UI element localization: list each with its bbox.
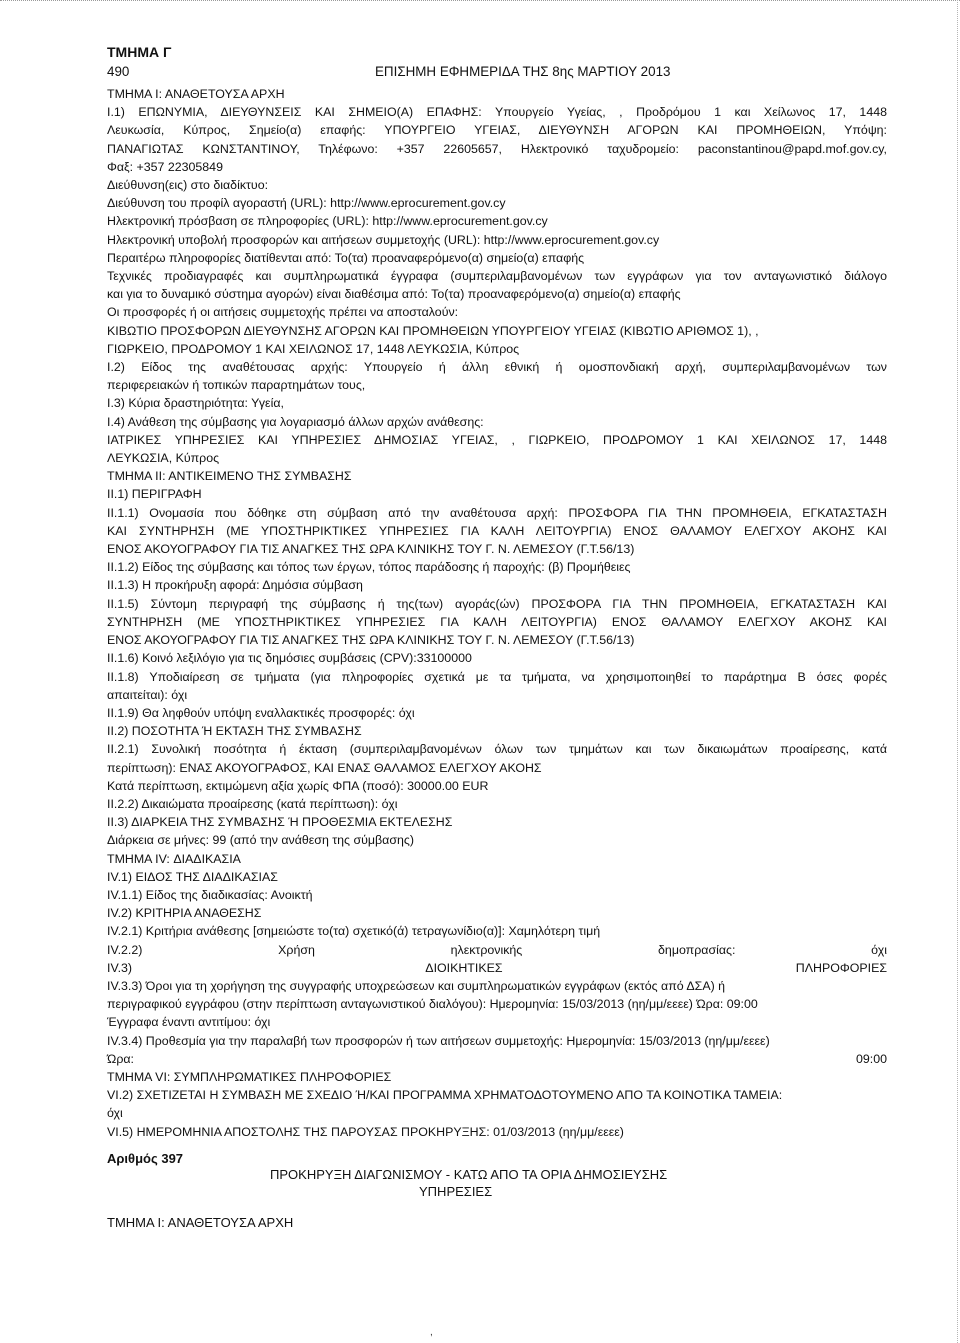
- text-line: VI.2) ΣΧΕΤΙΖΕΤΑΙ Η ΣΥΜΒΑΣΗ ΜΕ ΣΧΕΔΙΟ Ή/ΚΑΙ ΠΡΟΓΡΑΜΜΑ ΧΡΗΜΑΤΟΔΟΤΟΥΜΕΝΟ ΑΠΟ ΤΑ ΚΟΙΝΟΤΙΚΑ ΤΑΜΕΙΑ:: [107, 1088, 783, 1103]
- text-line: ΙΙ.1.2) Είδος της σύμβασης και τόπος των έργων, τόπος παράδοσης ή παροχής: (β) Προμήθειες: [107, 560, 631, 575]
- scan-border-right: [956, 0, 958, 1343]
- text-line: ΙΙ.1.1) Ονομασία που δόθηκε στη σύμβαση από την αναθέτουσα αρχή: ΠΡΟΣΦΟΡΑ ΓΙΑ ΤΗΝ ΠΡΟΜΗΘΕΙΑ, ΕΓΚΑΤΑΣΤΑΣΗ: [107, 505, 887, 520]
- text-line: Διεύθυνση(εις) στο διαδίκτυο:: [107, 178, 269, 193]
- text-line: Λευκωσία, Κύπρος, Σημείο(α) επαφής: ΥΠΟΥΡΓΕΙΟ ΥΓΕΙΑΣ, ΔΙΕΥΘΥΝΣΗ ΑΓΟΡΩΝ ΚΑΙ ΠΡΟΜΗΘΕΙΩΝ, Υπόψη:: [107, 123, 887, 138]
- text-line: IV.2) ΚΡΙΤΗΡΙΑ ΑΝΑΘΕΣΗΣ: [107, 906, 262, 921]
- text-line: Περαιτέρω πληροφορίες διατίθενται από: Το(τα) προαναφερόμενο(α) σημείο(α) επαφής: [107, 250, 585, 265]
- text-line: όχι: [107, 1106, 123, 1121]
- text-line: ΕΝΟΣ ΑΚΟΥΟΓΡΑΦΟΥ ΓΙΑ ΤΙΣ ΑΝΑΓΚΕΣ ΤΗΣ ΩΡΑ ΚΛΙΝΙΚΗΣ ΤΟΥ Γ. Ν. ΛΕΜΕΣΟΥ (Γ.Τ.56/13): [107, 633, 635, 648]
- decision-number: Αριθμός 397: [107, 1150, 184, 1166]
- text-line: ΤΜΗΜΑ ΙΙ: ΑΝΤΙΚΕΙΜΕΝΟ ΤΗΣ ΣΥΜΒΑΣΗΣ: [107, 469, 352, 484]
- text-line: IV.3.3) Όροι για τη χορήγηση της συγγραφής υποχρεώσεων και συμπληρωματικών εγγράφων (εκτός από ΔΣΑ) ή: [107, 978, 726, 993]
- text-line: ΛΕΥΚΩΣΙΑ, Κύπρος: [107, 451, 220, 466]
- notice-title-line2: ΥΠΗΡΕΣΙΕΣ: [419, 1183, 493, 1199]
- text-line: IV.2.1) Κριτήρια ανάθεσης [σημειώστε το(τα) σχετικό(ά) τετραγωνίδιο(α)]: Χαμηλότερη τιμή: [107, 924, 601, 939]
- text-line: Οι προσφορές ή οι αιτήσεις συμμετοχής πρέπει να αποσταλούν:: [107, 305, 459, 320]
- page-content: [107, 43, 887, 1231]
- text-line: VI.5) ΗΜΕΡΟΜΗΝΙΑ ΑΠΟΣΤΟΛΗΣ ΤΗΣ ΠΑΡΟΥΣΑΣ ΠΡΟΚΗΡΥΞΗΣ: 01/03/2013 (ηη/μμ/εεεε): [107, 1124, 624, 1139]
- text-line: ΤΜΗΜΑ IV: ΔΙΑΔΙΚΑΣΙΑ: [107, 851, 241, 866]
- text-line: IV.1.1) Είδος της διαδικασίας: Ανοικτή: [107, 887, 313, 902]
- text-line: ΙΙ.1.6) Κοινό λεξιλόγιο για τις δημόσιες συμβάσεις (CPV):33100000: [107, 651, 472, 666]
- text-line: ΤΜΗΜΑ VI: ΣΥΜΠΛΗΡΩΜΑΤΙΚΕΣ ΠΛΗΡΟΦΟΡΙΕΣ: [107, 1069, 392, 1084]
- next-notice: [107, 1151, 887, 1231]
- text-line: ΙΙ.1.3) Η προκήρυξη αφορά: Δημόσια σύμβαση: [107, 578, 363, 593]
- text-line: ΓΙΩΡΚΕΙΟ, ΠΡΟΔΡΟΜΟΥ 1 ΚΑΙ ΧΕΙΛΩΝΟΣ 17, 1448 ΛΕΥΚΩΣΙΑ, Κύπρος: [107, 341, 520, 356]
- text-line: ΣΥΝΤΗΡΗΣΗ (ΜΕ ΥΠΟΣΤΗΡΙΚΤΙΚΕΣ ΥΠΗΡΕΣΙΕΣ ΓΙΑ ΚΑΛΗ ΛΕΙΤΟΥΡΓΙΑ) ΕΝΟΣ ΘΑΛΑΜΟΥ ΕΛΕΓΧΟΥ ΑΚΟΗΣ ΚΑΙ: [107, 614, 887, 629]
- text-line: Ηλεκτρονική πρόσβαση σε πληροφορίες (URL): http://www.eprocurement.gov.cy: [107, 214, 548, 229]
- text-line: ΙΙ.2.2) Δικαιώματα προαίρεσης (κατά περίπτωση): όχι: [107, 796, 398, 811]
- text-line: Ώρα: 09:00: [107, 1051, 887, 1066]
- text-line: Ι.3) Κύρια δραστηριότητα: Υγεία,: [107, 396, 284, 411]
- text-line: Διάρκεια σε μήνες: 99 (από την ανάθεση της σύμβασης): [107, 833, 414, 848]
- text-line: Ηλεκτρονική υποβολή προσφορών και αιτήσεων συμμετοχής (URL): http://www.eprocurement.gov.cy: [107, 232, 660, 247]
- text-line: ΠΑΝΑΓΙΩΤΑΣ ΚΩΝΣΤΑΝΤΙΝΟΥ, Τηλέφωνο: +357 22605657, Ηλεκτρονικό ταχυδρομείο: paconstantinou@papd.mof.gov.cy,: [107, 141, 887, 156]
- text-line: ΙΑΤΡΙΚΕΣ ΥΠΗΡΕΣΙΕΣ ΚΑΙ ΥΠΗΡΕΣΙΕΣ ΔΗΜΟΣΙΑΣ ΥΓΕΙΑΣ, , ΓΙΩΡΚΕΙΟ, ΠΡΟΔΡΟΜΟΥ 1 ΚΑΙ ΧΕΙΛΩΝΟΣ 17, 1448: [107, 432, 887, 447]
- text-line: Ι.4) Ανάθεση της σύμβασης για λογαριασμό άλλων αρχών ανάθεσης:: [107, 414, 484, 429]
- text-line: IV.3.4) Προθεσμία για την παραλαβή των προσφορών ή των αιτήσεων συμμετοχής: Ημερομηνία: 15/03/2013 (ηη/μμ/εεεε): [107, 1033, 770, 1048]
- notice-title-line1: ΠΡΟΚΗΡΥΞΗ ΔΙΑΓΩΝΙΣΜΟΥ - ΚΑΤΩ ΑΠΟ ΤΑ ΟΡΙΑ ΔΗΜΟΣΙΕΥΣΗΣ: [270, 1166, 668, 1182]
- text-line: Ι.1) ΕΠΩΝΥΜΙΑ, ΔΙΕΥΘΥΝΣΕΙΣ ΚΑΙ ΣΗΜΕΙΟ(Α) ΕΠΑΦΗΣ: Υπουργείο Υγείας, , Προδρόμου 1 και Χείλωνος 17, 1448: [107, 105, 887, 120]
- scan-border-top: [0, 0, 960, 7]
- journal-header: ΕΠΙΣΗΜΗ ΕΦΗΜΕΡΙΔΑ ΤΗΣ 8ης ΜΑΡΤΙΟΥ 2013: [375, 64, 671, 79]
- text-line: Κατά περίπτωση, εκτιμώμενη αξία χωρίς ΦΠΑ (ποσό): 30000.00 EUR: [107, 778, 489, 793]
- text-line: Έγγραφα έναντι αντιτίμου: όχι: [107, 1015, 271, 1030]
- text-line: Φαξ: +357 22305849: [107, 159, 223, 174]
- text-line: απαιτείται): όχι: [107, 687, 188, 702]
- text-line: ΕΝΟΣ ΑΚΟΥΟΓΡΑΦΟΥ ΓΙΑ ΤΙΣ ΑΝΑΓΚΕΣ ΤΗΣ ΩΡΑ ΚΛΙΝΙΚΗΣ ΤΟΥ Γ. Ν. ΛΕΜΕΣΟΥ (Γ.Τ.56/13): [107, 542, 635, 557]
- text-line: Διεύθυνση του προφίλ αγοραστή (URL): http://www.eprocurement.gov.cy: [107, 196, 506, 211]
- text-line: ΤΜΗΜΑ Ι: ΑΝΑΘΕΤΟΥΣΑ ΑΡΧΗ: [107, 87, 285, 101]
- section-heading: ΤΜΗΜΑ Γ: [107, 44, 172, 60]
- text-line: ΙΙ.2.1) Συνολική ποσότητα ή έκταση (συμπεριλαμβανομένων όλων των τμημάτων και των δικαιωμάτων προαίρεσης, κατά: [107, 742, 887, 757]
- text-line: περιφερειακών ή τοπικών παραρτημάτων τους,: [107, 378, 366, 393]
- text-line: ΚΑΙ ΣΥΝΤΗΡΗΣΗ (ΜΕ ΥΠΟΣΤΗΡΙΚΤΙΚΕΣ ΥΠΗΡΕΣΙΕΣ ΓΙΑ ΚΑΛΗ ΛΕΙΤΟΥΡΓΙΑ) ΕΝΟΣ ΘΑΛΑΜΟΥ ΕΛΕΓΧΟΥ ΑΚΟΗΣ ΚΑΙ: [107, 523, 887, 538]
- text-line: IV.1) ΕΙΔΟΣ ΤΗΣ ΔΙΑΔΙΚΑΣΙΑΣ: [107, 869, 278, 884]
- notice-body: [107, 85, 887, 1141]
- text-line: ΚΙΒΩΤΙΟ ΠΡΟΣΦΟΡΩΝ ΔΙΕΥΘΥΝΣΗΣ ΑΓΟΡΩΝ ΚΑΙ ΠΡΟΜΗΘΕΙΩΝ ΥΠΟΥΡΓΕΙΟΥ ΥΓΕΙΑΣ (ΚΙΒΩΤΙΟ ΑΡΙΘΜΟΣ 1), ,: [107, 323, 759, 338]
- running-header: [107, 62, 887, 81]
- text-line: περίπτωση): ΕΝΑΣ ΑΚΟΥΟΓΡΑΦΟΣ, ΚΑΙ ΕΝΑΣ ΘΑΛΑΜΟΣ ΕΛΕΓΧΟΥ ΑΚΟΗΣ: [107, 760, 542, 775]
- text-line: και για το δυναμικό σύστημα αγορών) είναι διαθέσιμα από: Το(τα) προαναφερόμενο(α) σημείο(α) επαφής: [107, 287, 681, 302]
- text-line: ΙΙ.1) ΠΕΡΙΓΡΑΦΗ: [107, 487, 202, 502]
- text-line: ΙΙ.1.9) Θα ληφθούν υπόψη εναλλακτικές προσφορές: όχι: [107, 705, 415, 720]
- text-line: Τεχνικές προδιαγραφές και συμπληρωματικά έγγραφα (συμπεριλαμβανομένων των εγγράφων για τον ανταγωνιστικό διάλογο: [107, 269, 887, 284]
- page-number: 490: [107, 64, 130, 79]
- text-line: ΙΙ.2) ΠΟΣΟΤΗΤΑ Ή ΕΚΤΑΣΗ ΤΗΣ ΣΥΜΒΑΣΗΣ: [107, 724, 362, 739]
- text-line: Ι.2) Είδος της αναθέτουσας αρχής: Υπουργείο ή άλλη εθνική ή ομοσπονδιακή αρχή, συμπεριλαμβανομένων των: [107, 360, 887, 375]
- text-line: IV.2.2) Χρήση ηλεκτρονικής δημοπρασίας: όχι: [107, 942, 887, 957]
- text-line: ΙΙ.1.8) Υποδιαίρεση σε τμήματα (για πληροφορίες σχετικά με τα τμήματα, να χρησιμοποιηθεί το παράρτημα Β όσες φορές: [107, 669, 887, 684]
- section-heading-next: ΤΜΗΜΑ Ι: ΑΝΑΘΕΤΟΥΣΑ ΑΡΧΗ: [107, 1214, 294, 1230]
- text-line: ΙΙ.3) ΔΙΑΡΚΕΙΑ ΤΗΣ ΣΥΜΒΑΣΗΣ Ή ΠΡΟΘΕΣΜΙΑ ΕΚΤΕΛΕΣΗΣ: [107, 815, 453, 830]
- text-line: περιγραφικού εγγράφου (στην περίπτωση ανταγωνιστικού διαλόγου): Ημερομηνία: 15/03/2013 (ηη/μμ/εεεε) Ώρα: 09:00: [107, 997, 758, 1012]
- text-line: ΙΙ.1.5) Σύντομη περιγραφή της σύμβασης ή της(των) αγοράς(ών) ΠΡΟΣΦΟΡΑ ΓΙΑ ΤΗΝ ΠΡΟΜΗΘΕΙΑ, ΕΓΚΑΤΑΣΤΑΣΗ ΚΑΙ: [107, 596, 887, 611]
- scan-speck: ,: [430, 1327, 433, 1338]
- text-line: IV.3) ΔΙΟΙΚΗΤΙΚΕΣ ΠΛΗΡΟΦΟΡΙΕΣ: [107, 960, 887, 975]
